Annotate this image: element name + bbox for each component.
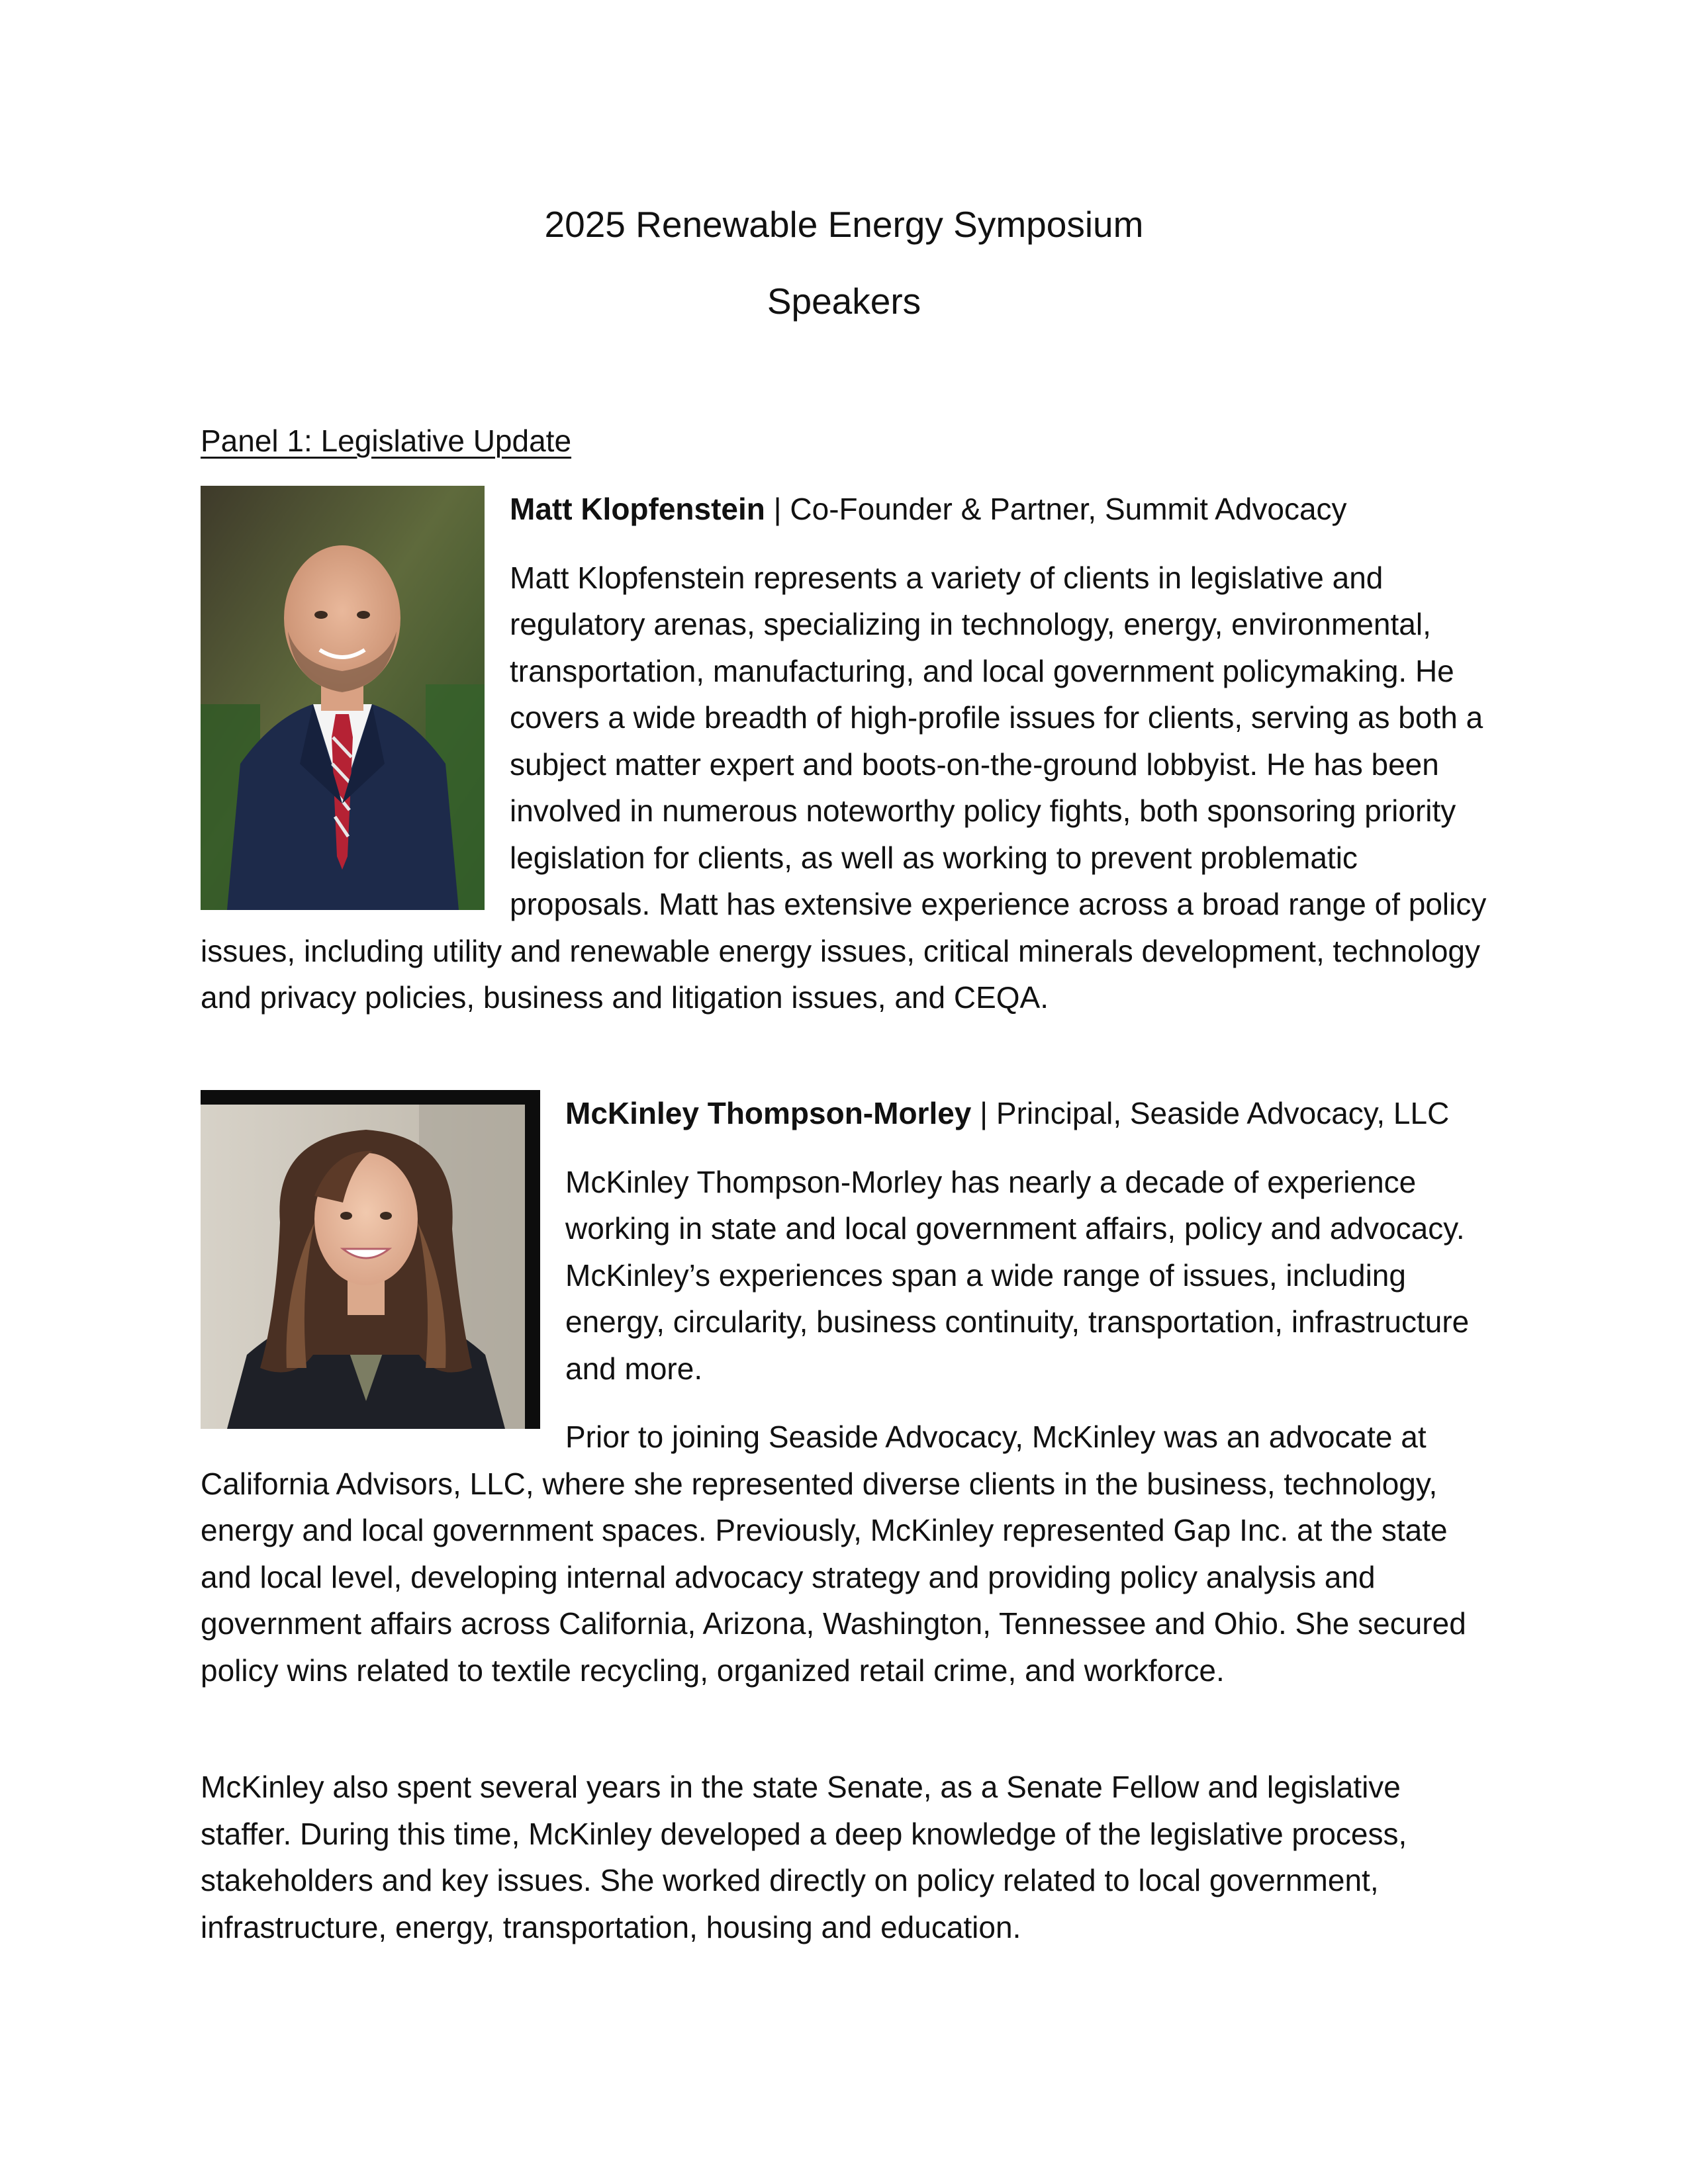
speaker-block-matt-klopfenstein bbox=[201, 486, 1491, 1021]
panel-heading: Panel 1: Legislative Update bbox=[201, 424, 572, 458]
speaker-name: McKinley Thompson-Morley bbox=[565, 1096, 972, 1130]
speaker-separator: | bbox=[765, 492, 790, 526]
speaker-bio-paragraph: Prior to joining Seaside Advocacy, McKinley was an advocate at California Advisors, LLC, where she represented diverse clients in the business, technology, energy and local government spaces. Previously, McKinley represented Gap Inc. at the state and local level, developing internal advocacy strategy and providing policy analysis and government affairs across California, Arizona, Washington, Tennessee and Ohio. She secured policy wins related to textile recycling, organized retail crime, and workforce. bbox=[201, 1420, 1466, 1688]
document-subtitle: Speakers bbox=[767, 281, 921, 322]
speaker-bio-paragraph: Matt Klopfenstein represents a variety of clients in legislative and regulatory arenas, specializing in technology, energy, environmental, transportation, manufacturing, and local government policymaking. He covers a wide breadth of high-profile issues for clients, serving as both a subject matter expert and boots-on-the-ground lobbyist. He has been involved in numerous noteworthy policy fights, both sponsoring priority legislation for clients, as well as working to prevent problematic proposals. Matt has extensive experience across a broad range of policy issues, including utility and renewable energy issues, critical minerals development, technology and privacy policies, business and litigation issues, and CEQA. bbox=[201, 560, 1487, 1015]
speaker-photo bbox=[201, 1090, 540, 1429]
speaker-separator: | bbox=[971, 1096, 996, 1130]
headshot-man-image bbox=[201, 486, 485, 910]
speaker-name: Matt Klopfenstein bbox=[510, 492, 765, 526]
document-title: 2025 Renewable Energy Symposium bbox=[544, 204, 1144, 245]
speaker-role: Principal, Seaside Advocacy, LLC bbox=[996, 1096, 1450, 1130]
speaker-role: Co-Founder & Partner, Summit Advocacy bbox=[790, 492, 1347, 526]
speaker-block-mckinley-thompson-morley bbox=[201, 1090, 1491, 1694]
headshot-woman-image bbox=[201, 1090, 540, 1429]
speaker-bio-paragraph: McKinley also spent several years in the state Senate, as a Senate Fellow and legislative staffer. During this time, McKinley developed a deep knowledge of the legislative process, stakeholders and key issues. She worked directly on policy related to local government, infrastructure, energy, transportation, housing and education. bbox=[201, 1770, 1407, 1944]
speaker-bio-paragraph: McKinley Thompson-Morley has nearly a decade of experience working in state and local government affairs, policy and advocacy. McKinley’s experiences span a wide range of issues, including energy, circularity, business continuity, transportation, infrastructure and more. bbox=[565, 1164, 1470, 1386]
speaker-photo bbox=[201, 486, 485, 910]
